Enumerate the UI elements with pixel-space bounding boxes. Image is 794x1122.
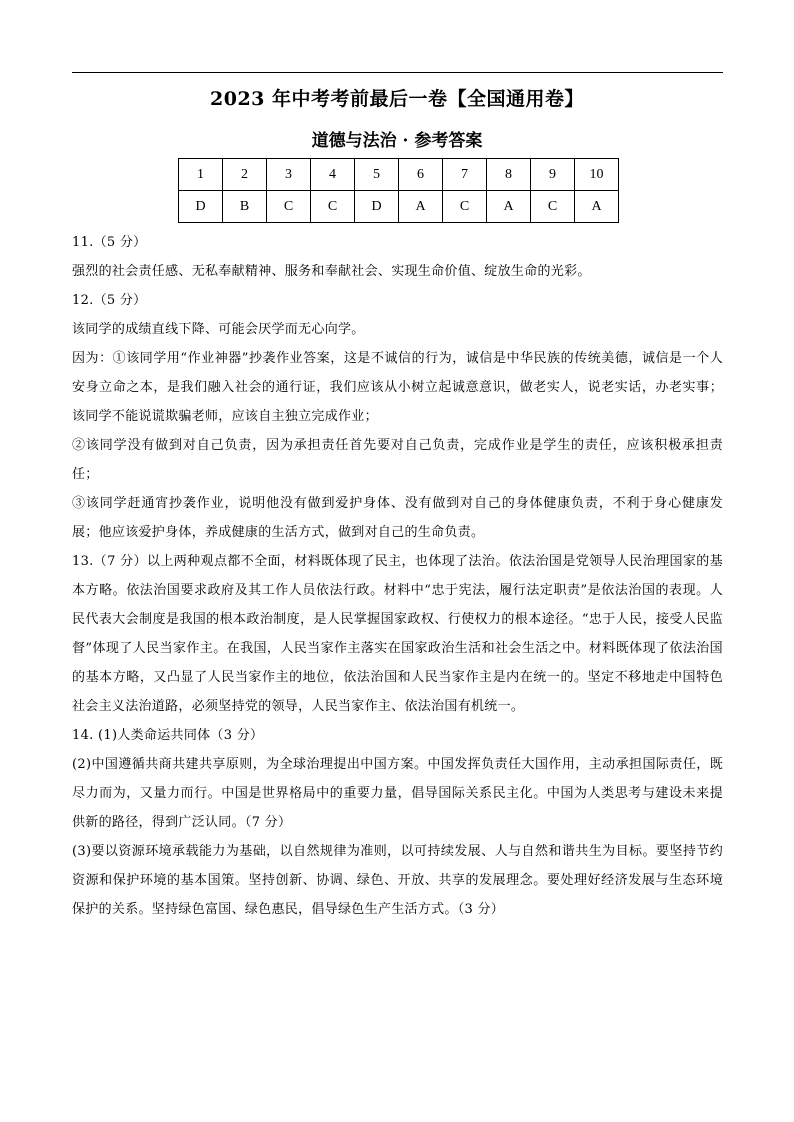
page-title: 2023 年中考考前最后一卷【全国通用卷】	[210, 88, 584, 110]
q14-part-2: (2)中国遵循共商共建共享原则，为全球治理提出中国方案。中国发挥负责任大国作用，主动承担国际责任，既尽力而为，又量力而行。中国是世界格局中的重要力量，倡导国际关系民主化。中国为人类思考与建设未来提供新的路径，得到广泛认同。（7 分）	[72, 757, 723, 830]
q12-answer-consequence: 该同学的成绩直线下降、可能会厌学而无心向学。	[72, 322, 365, 337]
answer-cell: C	[443, 191, 487, 223]
question-number-cell: 3	[267, 159, 311, 191]
question-number-cell: 4	[311, 159, 355, 191]
q12-heading: 12.（5 分）	[72, 293, 147, 308]
question-number-cell: 5	[355, 159, 399, 191]
answer-body	[72, 228, 723, 924]
answer-cell: C	[531, 191, 575, 223]
header-rule	[72, 72, 723, 73]
q14-part-1: 14. (1)人类命运共同体（3 分）	[72, 728, 264, 743]
q14-part-3: (3)要以资源环境承载能力为基础，以自然规律为准则，以可持续发展、人与自然和谐共生为目标。要坚持节约资源和保护环境的基本国策。坚持创新、协调、绿色、开放、共享的发展理念。要处理好经济发展与生态环境保护的关系。坚持绿色富国、绿色惠民，倡导绿色生产生活方式。（3 分）	[72, 844, 723, 917]
question-number-cell: 6	[399, 159, 443, 191]
answer-table	[178, 158, 619, 223]
page-subtitle: 道德与法治 · 参考答案	[311, 131, 483, 151]
answer-cell: D	[179, 191, 223, 223]
question-number-cell: 2	[223, 159, 267, 191]
question-number-cell: 9	[531, 159, 575, 191]
answer-table-answer-row	[179, 191, 619, 223]
answer-table-number-row	[179, 159, 619, 191]
answer-cell: A	[487, 191, 531, 223]
question-number-cell: 1	[179, 159, 223, 191]
answer-cell: A	[399, 191, 443, 223]
answer-cell: D	[355, 191, 399, 223]
question-number-cell: 7	[443, 159, 487, 191]
q11-answer: 强烈的社会责任感、无私奉献精神、服务和奉献社会、实现生命价值、绽放生命的光彩。	[72, 264, 591, 279]
q12-reason-3: ③该同学赶通宵抄袭作业，说明他没有做到爱护身体、没有做到对自己的身体健康负责，不利于身心健康发展；他应该爱护身体，养成健康的生活方式，做到对自己的生命负责。	[72, 496, 723, 540]
question-number-cell: 8	[487, 159, 531, 191]
answer-cell: C	[311, 191, 355, 223]
q11-heading: 11.（5 分）	[72, 235, 147, 250]
answer-cell: A	[575, 191, 619, 223]
q12-reason-1: 因为：①该同学用“作业神器”抄袭作业答案，这是不诚信的行为，诚信是中华民族的传统美德，诚信是一个人安身立命之本，是我们融入社会的通行证，我们应该从小树立起诚意意识，做老实人，说老实话，办老实事；该同学不能说谎欺骗老师，应该自主独立完成作业；	[72, 351, 723, 424]
answer-cell: C	[267, 191, 311, 223]
q13-answer: 13.（7 分）以上两种观点都不全面，材料既体现了民主，也体现了法治。依法治国是党领导人民治理国家的基本方略。依法治国要求政府及其工作人员依法行政。材料中“忠于宪法，履行法定职责”是依法治国的表现。人民代表大会制度是我国的根本政治制度，是人民掌握国家政权、行使权力的根本途径。“忠于人民，接受人民监督”体现了人民当家作主。在我国，人民当家作主落实在国家政治生活和社会生活之中。材料既体现了依法治国的基本方略，又凸显了人民当家作主的地位，依法治国和人民当家作主是内在统一的。坚定不移地走中国特色社会主义法治道路，必须坚持党的领导，人民当家作主、依法治国有机统一。	[72, 554, 723, 714]
q12-reason-2: ②该同学没有做到对自己负责，因为承担责任首先要对自己负责，完成作业是学生的责任，应该积极承担责任；	[72, 438, 723, 482]
answer-cell: B	[223, 191, 267, 223]
question-number-cell: 10	[575, 159, 619, 191]
